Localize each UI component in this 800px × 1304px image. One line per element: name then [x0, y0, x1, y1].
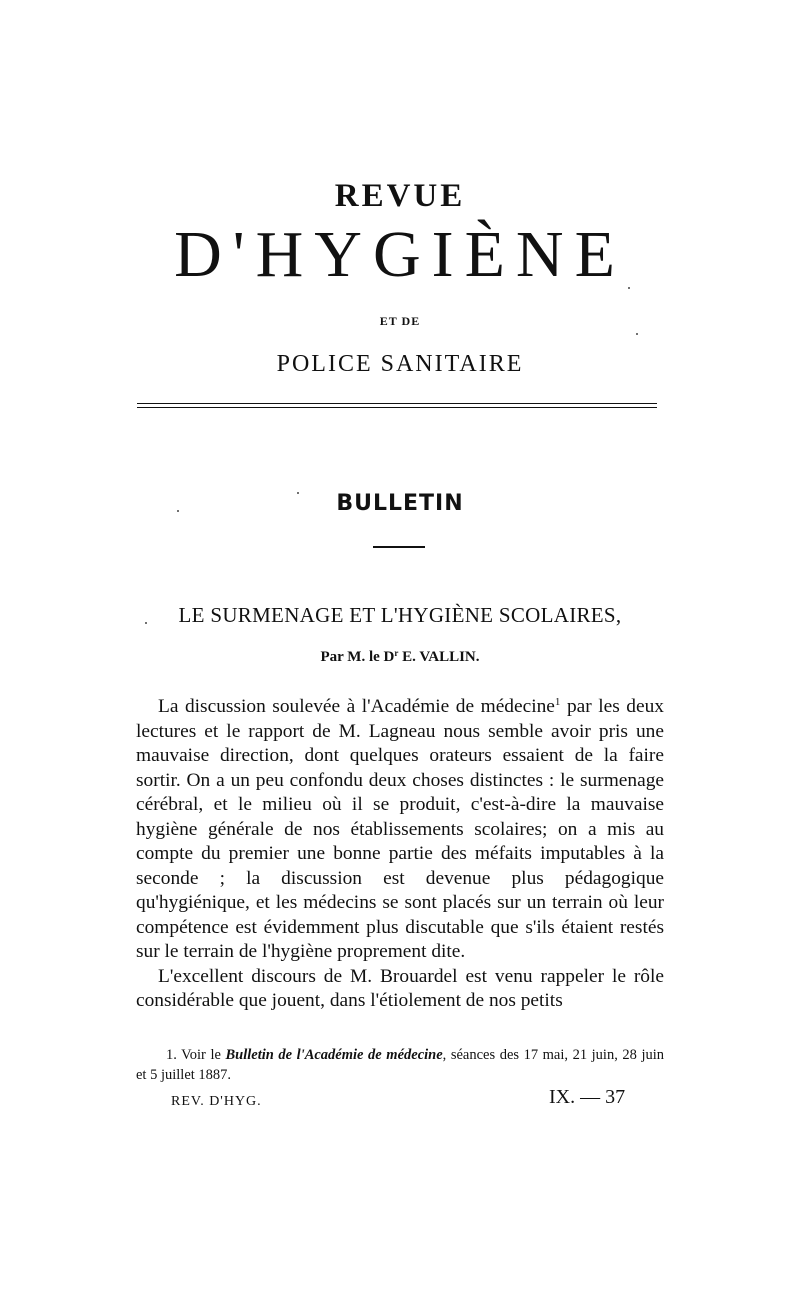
- double-rule-top: [137, 403, 657, 404]
- paragraph: L'excellent discours de M. Brouardel est venu rappeler le rôle considérable que jouent, dans l'étiolement de nos petits: [136, 965, 664, 1011]
- article-title: LE SURMENAGE ET L'HYGIÈNE SCOLAIRES,: [178, 603, 622, 627]
- print-speck: [636, 333, 638, 335]
- signature-mark: REV. D'HYG.: [171, 1094, 262, 1109]
- journal-title-line1: REVUE: [334, 178, 466, 214]
- byline-superscript: r: [394, 648, 399, 658]
- footnote-italic: Bulletin de l'Académie de médecine: [225, 1047, 443, 1063]
- section-heading: BULLETIN: [336, 491, 464, 516]
- paragraph-text: La discussion soulevée à l'Académie de médecine: [158, 696, 555, 717]
- print-speck: [145, 622, 147, 624]
- paragraph-text: par les deux lectures et le rapport de M. Lagneau nous semble avoir pris une mauvaise direction, dont quelques orateurs essaient de la faire sortir. On a un peu confondu deux choses distinctes : le surmenage cérébral, et le milieu où il se produit, c'est-à-dire la mauvaise hygiène générale de nos établissements scolaires; on a mis au compte du premier une bonne partie des méfaits imputables à la seconde ; la discussion est devenue plus pédagogique qu'hygiénique, et les médecins se sont placés sur un terrain où leur compétence est évidemment plus discutable que s'ils étaient restés sur le terrain de l'hygiène proprement dite.: [136, 696, 664, 962]
- print-speck: [297, 492, 299, 494]
- journal-title-line2: D'HYGIÈNE: [174, 218, 626, 291]
- section-divider: [373, 546, 425, 548]
- article-byline: [0, 648, 800, 666]
- print-speck: [177, 510, 179, 512]
- journal-title-line3: ET DE: [379, 314, 421, 328]
- article-body: [136, 690, 664, 1014]
- print-speck: [628, 287, 630, 289]
- footnote-marker: 1: [554, 696, 561, 708]
- footnote: [136, 1045, 664, 1085]
- page-reference: IX. — 37: [549, 1086, 626, 1108]
- footnote-lead: 1. Voir le: [166, 1047, 226, 1063]
- paragraph: [136, 690, 664, 965]
- byline-name: E. VALLIN.: [398, 649, 480, 665]
- byline-prefix: Par M. le D: [320, 649, 395, 665]
- double-rule-bottom: [137, 407, 657, 408]
- journal-title-line4: POLICE SANITAIRE: [276, 351, 524, 377]
- footnote-rest: , séances des 17 mai, 21 juin, 28 juin et 5 juillet 1887.: [136, 1047, 665, 1083]
